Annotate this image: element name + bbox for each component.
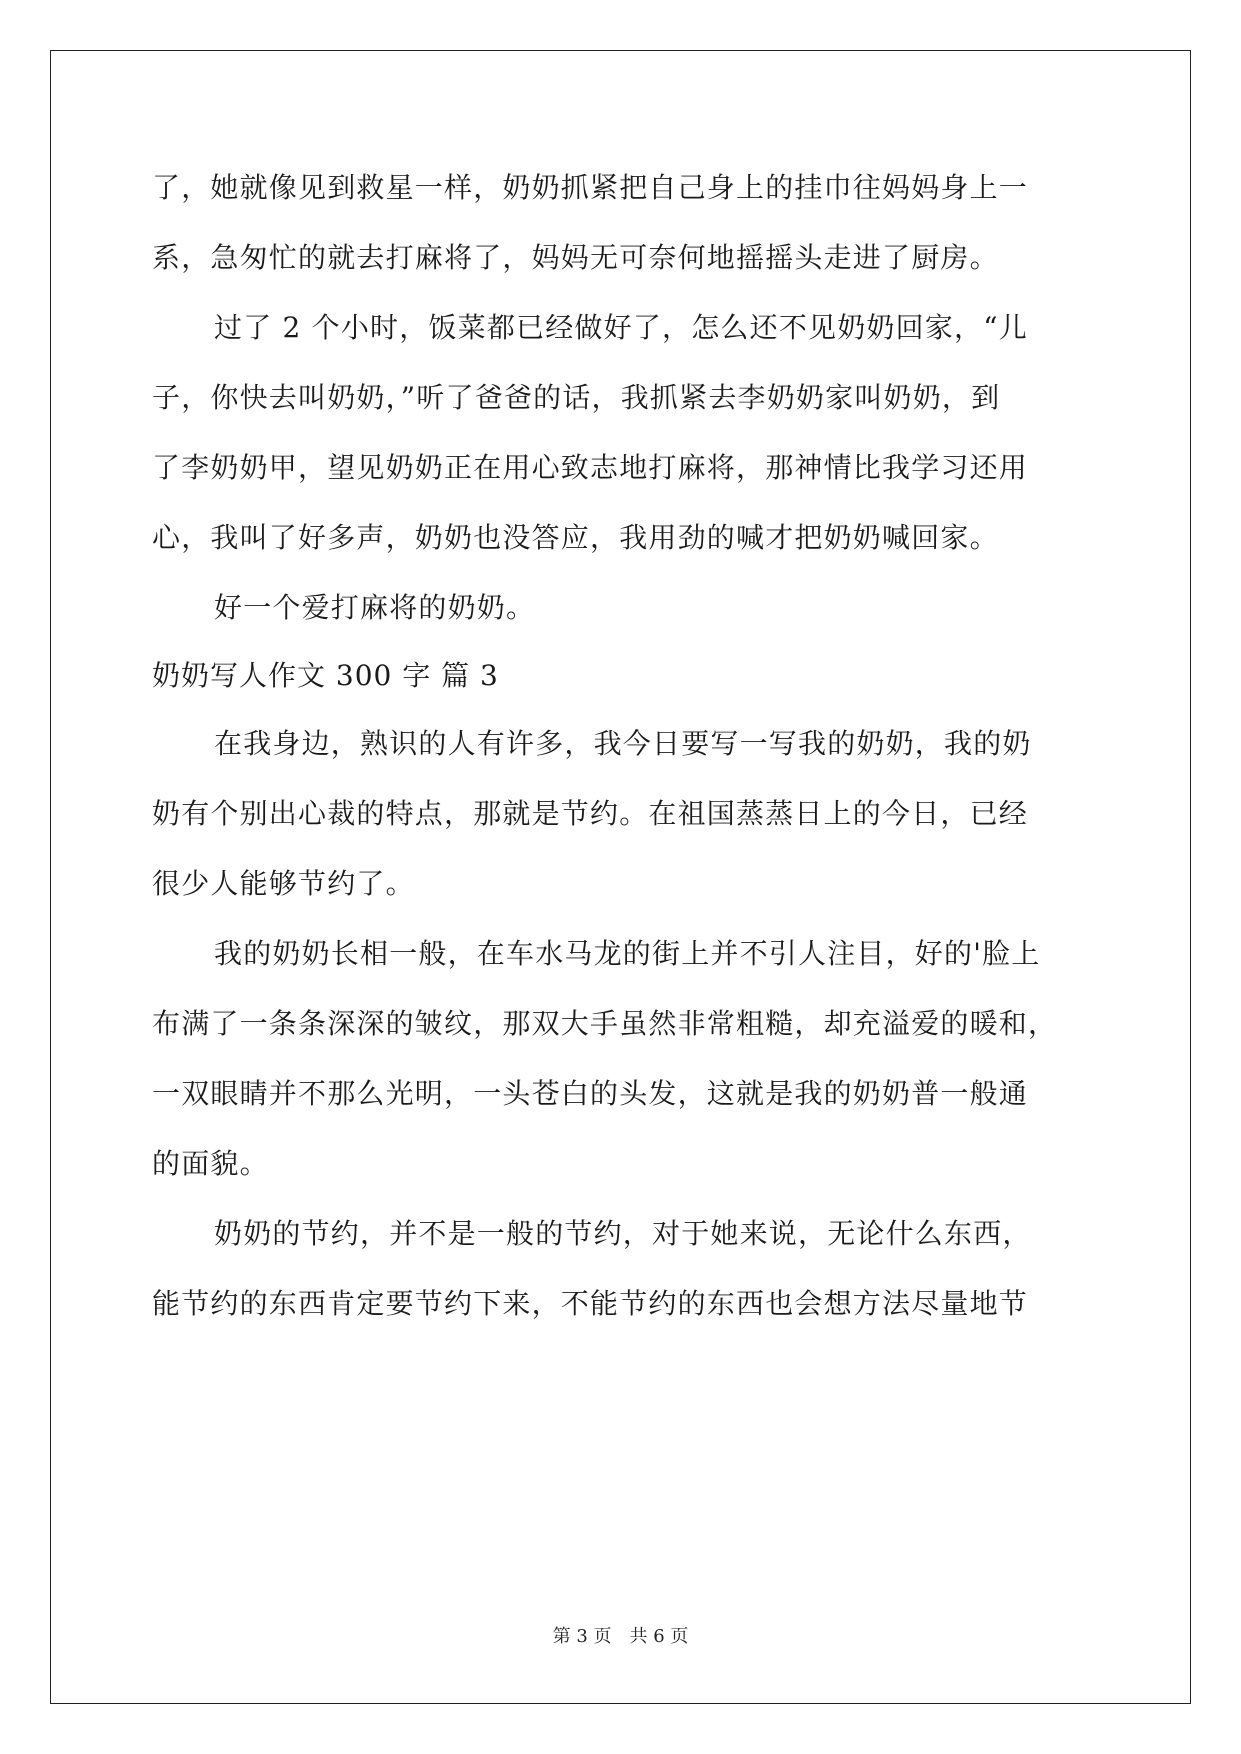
text-line: 子，你快去叫奶奶，”听了爸爸的话，我抓紧去李奶奶家叫奶奶，到 xyxy=(152,381,1001,414)
text-line: 一双眼睛并不那么光明，一头苍白的头发，这就是我的奶奶普一般通 xyxy=(152,1077,1029,1110)
text-line: 能节约的东西肯定要节约下来，不能节约的东西也会想方法尽量地节 xyxy=(152,1287,1029,1320)
text-line: 了，她就像见到救星一样，奶奶抓紧把自己身上的挂巾往妈妈身上一 xyxy=(152,171,1029,204)
text-line: 的面貌。 xyxy=(152,1147,269,1180)
text-line: 布满了一条条深深的皱纹，那双大手虽然非常粗糙，却充溢爱的暖和， xyxy=(152,1007,1058,1040)
text-line: 奶有个别出心裁的特点，那就是节约。在祖国蒸蒸日上的今日，已经 xyxy=(152,797,1029,830)
text-line: 很少人能够节约了。 xyxy=(152,867,415,900)
page-number: 第 3 页 xyxy=(552,1626,612,1647)
text-line: 系，急匆忙的就去打麻将了，妈妈无可奈何地摇摇头走进了厨房。 xyxy=(152,241,999,274)
text-line: 好一个爱打麻将的奶奶。 xyxy=(214,591,536,624)
page-total: 共 6 页 xyxy=(629,1626,689,1647)
text-line: 在我身边，熟识的人有许多，我今日要写一写我的奶奶，我的奶 xyxy=(214,727,1032,760)
section-heading: 奶奶写人作文 300 字 篇 3 xyxy=(152,659,499,692)
text-line: 我的奶奶长相一般，在车水马龙的街上并不引人注目，好的'脸上 xyxy=(214,937,1041,970)
text-line: 奶奶的节约，并不是一般的节约，对于她来说，无论什么东西， xyxy=(214,1217,1032,1250)
page-footer xyxy=(0,1622,1241,1648)
text-line: 了李奶奶甲，望见奶奶正在用心致志地打麻将，那神情比我学习还用 xyxy=(152,451,1029,484)
text-line: 心，我叫了好多声，奶奶也没答应，我用劲的喊才把奶奶喊回家。 xyxy=(152,521,999,554)
document-body xyxy=(152,153,1092,1339)
text-line: 过了 2 个小时，饭菜都已经做好了，怎么还不见奶奶回家，“儿 xyxy=(214,311,1028,344)
